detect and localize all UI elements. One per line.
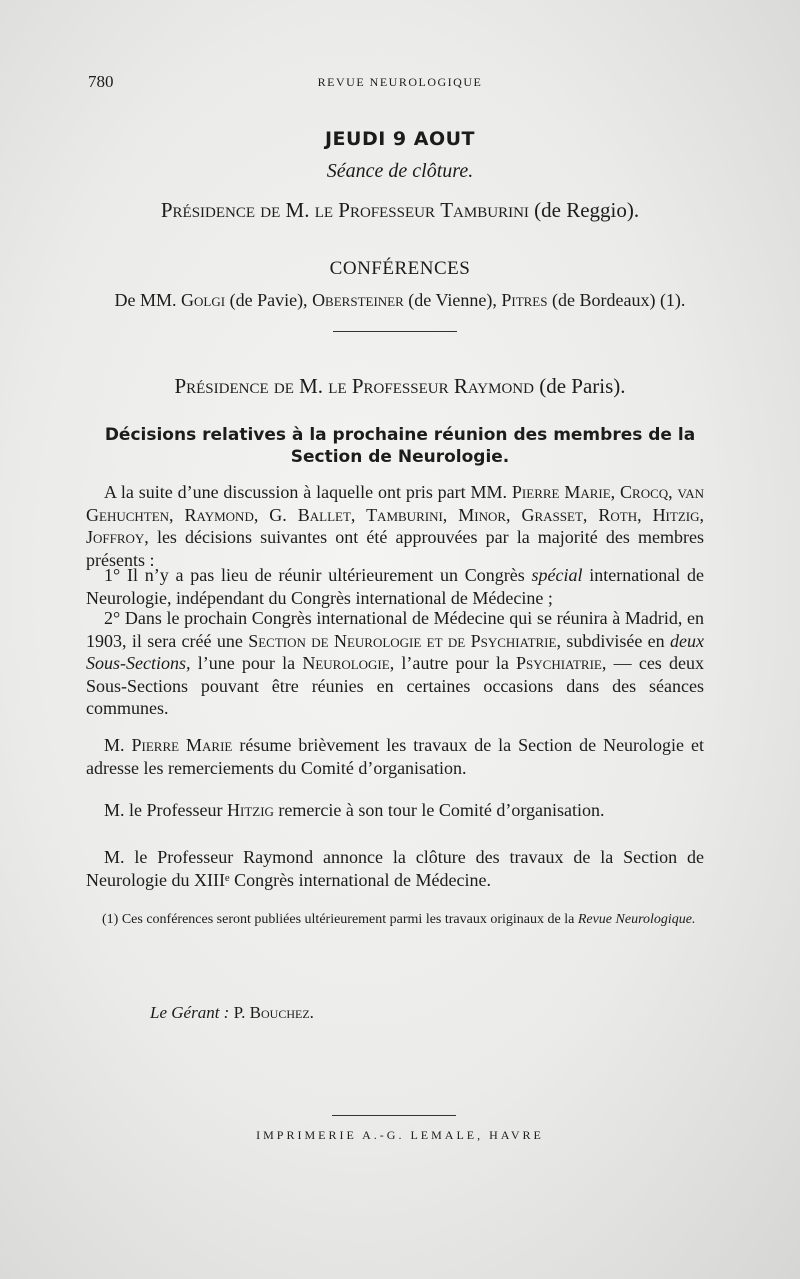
- session-title: Séance de clôture.: [326, 160, 474, 182]
- printer-imprint: IMPRIMERIE A.-G. LEMALE, HAVRE: [256, 1128, 544, 1142]
- presidency-prefix: Présidence de M. le Professeur: [160, 198, 435, 222]
- de-mm: De MM.: [114, 290, 177, 310]
- decisions-heading: [0, 424, 800, 468]
- item2-psychiatrie: Psychiatrie,: [516, 653, 607, 673]
- signature-label: Le Gérant :: [150, 1003, 230, 1022]
- p1-names: Pierre Marie, Crocq, van Gehuchten, Raymond, G. Ballet, Tamburini, Minor, Grasset, Roth, Hitzig, Joffroy,: [86, 482, 705, 547]
- running-title: REVUE NEUROLOGIQUE: [317, 75, 483, 89]
- item2-a: 2° Dans le prochain Congrès international de Médecine qui se réunira à Madrid, en 1903, il sera créé une: [86, 608, 704, 651]
- p1-end: les décisions suivantes ont été approuvées par la majorité des membres présents :: [86, 527, 704, 570]
- item2-b: subdivisée en: [566, 630, 665, 651]
- presidency-raymond: [0, 374, 800, 399]
- paragraph-raymond: M. le Professeur Raymond annonce la clôture des travaux de la Section de Neurologie du XIIIᵉ Congrès international de Médecine.: [86, 847, 704, 890]
- decision-item-1: [86, 564, 704, 609]
- printer-divider: [332, 1115, 456, 1116]
- paragraph-hitzig: [86, 799, 704, 822]
- footnote-journal: Revue Neurologique.: [577, 912, 696, 927]
- item2-d: l’autre pour la: [401, 653, 509, 673]
- president-place: (de Reggio).: [534, 198, 640, 222]
- signature-name: Bouchez.: [249, 1003, 314, 1022]
- speaker-golgi-place: (de Pavie),: [229, 290, 308, 310]
- p2-name: Pierre Marie: [131, 735, 233, 755]
- president-name: Tamburini: [440, 198, 529, 222]
- speaker-obersteiner: Obersteiner: [312, 290, 404, 310]
- p2-text: résume brièvement les travaux de la Section de Neurologie et adresse les remerciements du Comité d’organisation.: [86, 735, 705, 778]
- signature-initial: P.: [233, 1003, 246, 1022]
- section-divider: [333, 331, 457, 332]
- item1-b: international de Neurologie, indépendant du Congrès international de Médecine ;: [86, 565, 704, 608]
- speaker-obersteiner-place: (de Vienne),: [408, 290, 497, 310]
- speaker-golgi: Golgi: [181, 290, 226, 310]
- item2-neurologie: Neurologie,: [302, 653, 395, 673]
- paragraph-discussion: [86, 481, 704, 571]
- item2-emphasis: deux Sous-Sections,: [86, 630, 705, 673]
- conferences-speakers: [0, 290, 800, 311]
- footnote-text: (1) Ces conférences seront publiées ultérieurement parmi les travaux originaux de la: [102, 912, 575, 927]
- presidency-tamburini: [0, 198, 800, 223]
- item2-e: — ces deux Sous-Sections pouvant être réunies en certaines occasions dans des séances communes.: [86, 653, 705, 718]
- speaker-pitres-place: (de Bordeaux) (1).: [551, 290, 686, 310]
- footnote: [86, 910, 704, 930]
- signature: [150, 1003, 314, 1023]
- president-name: Raymond: [453, 374, 534, 398]
- item2-section: Section de Neurologie et de Psychiatrie,: [248, 630, 561, 651]
- decision-item-2: [86, 607, 704, 720]
- item2-c: l’une pour la: [197, 653, 296, 673]
- president-place: (de Paris).: [539, 374, 626, 398]
- presidency-prefix: Présidence de M. le Professeur: [174, 374, 449, 398]
- decisions-heading-line1: Décisions relatives à la prochaine réunion des membres de la: [104, 425, 696, 445]
- p3-name: Hitzig: [226, 800, 274, 820]
- item1-a: 1° Il n’y a pas lieu de réunir ultérieurement un Congrès: [104, 565, 525, 585]
- page-number: 780: [88, 72, 114, 91]
- paragraph-pierre-marie: [86, 734, 704, 779]
- item1-emphasis: spécial: [531, 565, 583, 585]
- p3-text: remercie à son tour le Comité d’organisation.: [278, 800, 605, 820]
- speaker-pitres: Pitres: [501, 290, 548, 310]
- p3-a: M. le Professeur: [104, 800, 223, 820]
- decisions-heading-line2: Section de Neurologie.: [290, 447, 510, 467]
- conferences-heading: CONFÉRENCES: [329, 258, 471, 279]
- p2-m: M.: [104, 735, 125, 755]
- p1-start: A la suite d’une discussion à laquelle ont pris part MM.: [104, 482, 508, 502]
- session-date: JEUDI 9 AOUT: [324, 128, 475, 150]
